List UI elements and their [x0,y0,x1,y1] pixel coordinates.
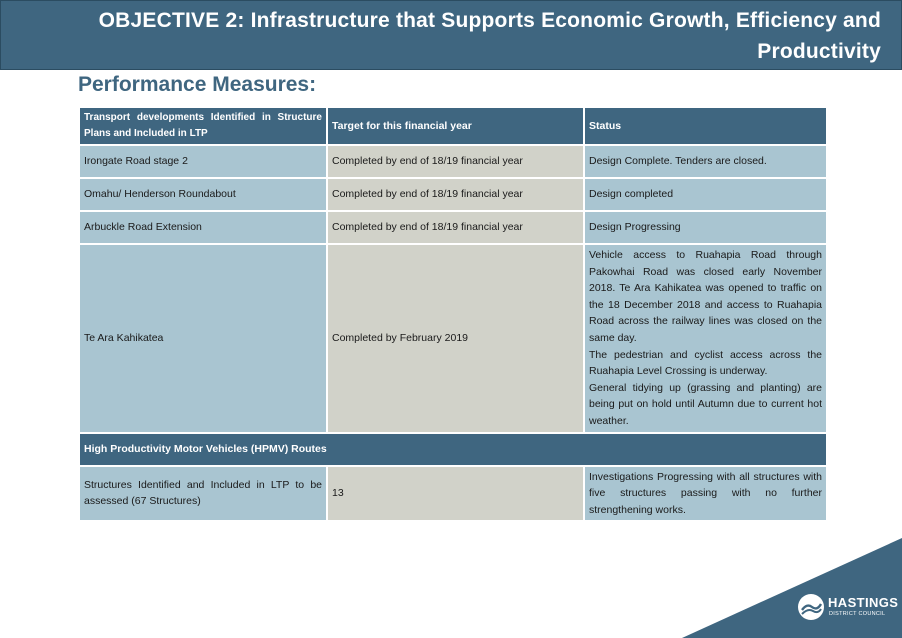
logo-name: HASTINGS [828,595,899,610]
hastings-logo [797,593,897,623]
status-paragraph: Vehicle access to Ruahapia Road through Pakowhai Road was closed early November 2018. Te Ara Kahikatea was opened to traffic on the 18 December 2018 and access to Ruahapia Road across the railway lines was closed on the same day. [589,249,822,344]
status-cell: Investigations Progressing with all structures with five structures passing with no further strengthening works. [584,466,827,522]
column-header-project: Transport developments Identified in Structure Plans and Included in LTP [79,107,327,145]
status-cell: Design Progressing [584,211,827,244]
table-row [79,244,827,433]
section-row-label: High Productivity Motor Vehicles (HPMV) Routes [79,433,827,466]
project-cell: Structures Identified and Included in LTP to be assessed (67 Structures) [79,466,327,522]
project-cell: Irongate Road stage 2 [79,145,327,178]
project-cell: Te Ara Kahikatea [79,244,327,433]
target-cell: Completed by end of 18/19 financial year [327,211,584,244]
corner-decoration [682,538,902,638]
section-row-hpmv [79,433,827,466]
logo-mark-icon [797,593,825,621]
status-cell: Design completed [584,178,827,211]
column-header-status: Status [584,107,827,145]
target-cell: Completed by end of 18/19 financial year [327,178,584,211]
objective-banner [0,0,902,70]
table-row [79,145,827,178]
project-cell: Omahu/ Henderson Roundabout [79,178,327,211]
column-header-target: Target for this financial year [327,107,584,145]
table-row [79,466,827,522]
target-cell: Completed by February 2019 [327,244,584,433]
table-header-row [79,107,827,145]
status-cell: Design Complete. Tenders are closed. [584,145,827,178]
target-cell: Completed by end of 18/19 financial year [327,145,584,178]
table-row [79,211,827,244]
project-cell: Arbuckle Road Extension [79,211,327,244]
section-title: Performance Measures: [78,73,317,96]
status-paragraph: The pedestrian and cyclist access across the Ruahapia Level Crossing is underway. [589,348,822,378]
target-cell: 13 [327,466,584,522]
objective-title: OBJECTIVE 2: Infrastructure that Supports Economic Growth, Efficiency and Productivity [98,9,881,63]
logo-subtitle: DISTRICT COUNCIL [829,611,886,617]
table-row [79,178,827,211]
performance-measures-table [78,106,828,522]
status-cell [584,244,827,433]
status-paragraph: General tidying up (grassing and planting) are being put on hold until Autumn due to current hot weather. [589,381,822,427]
